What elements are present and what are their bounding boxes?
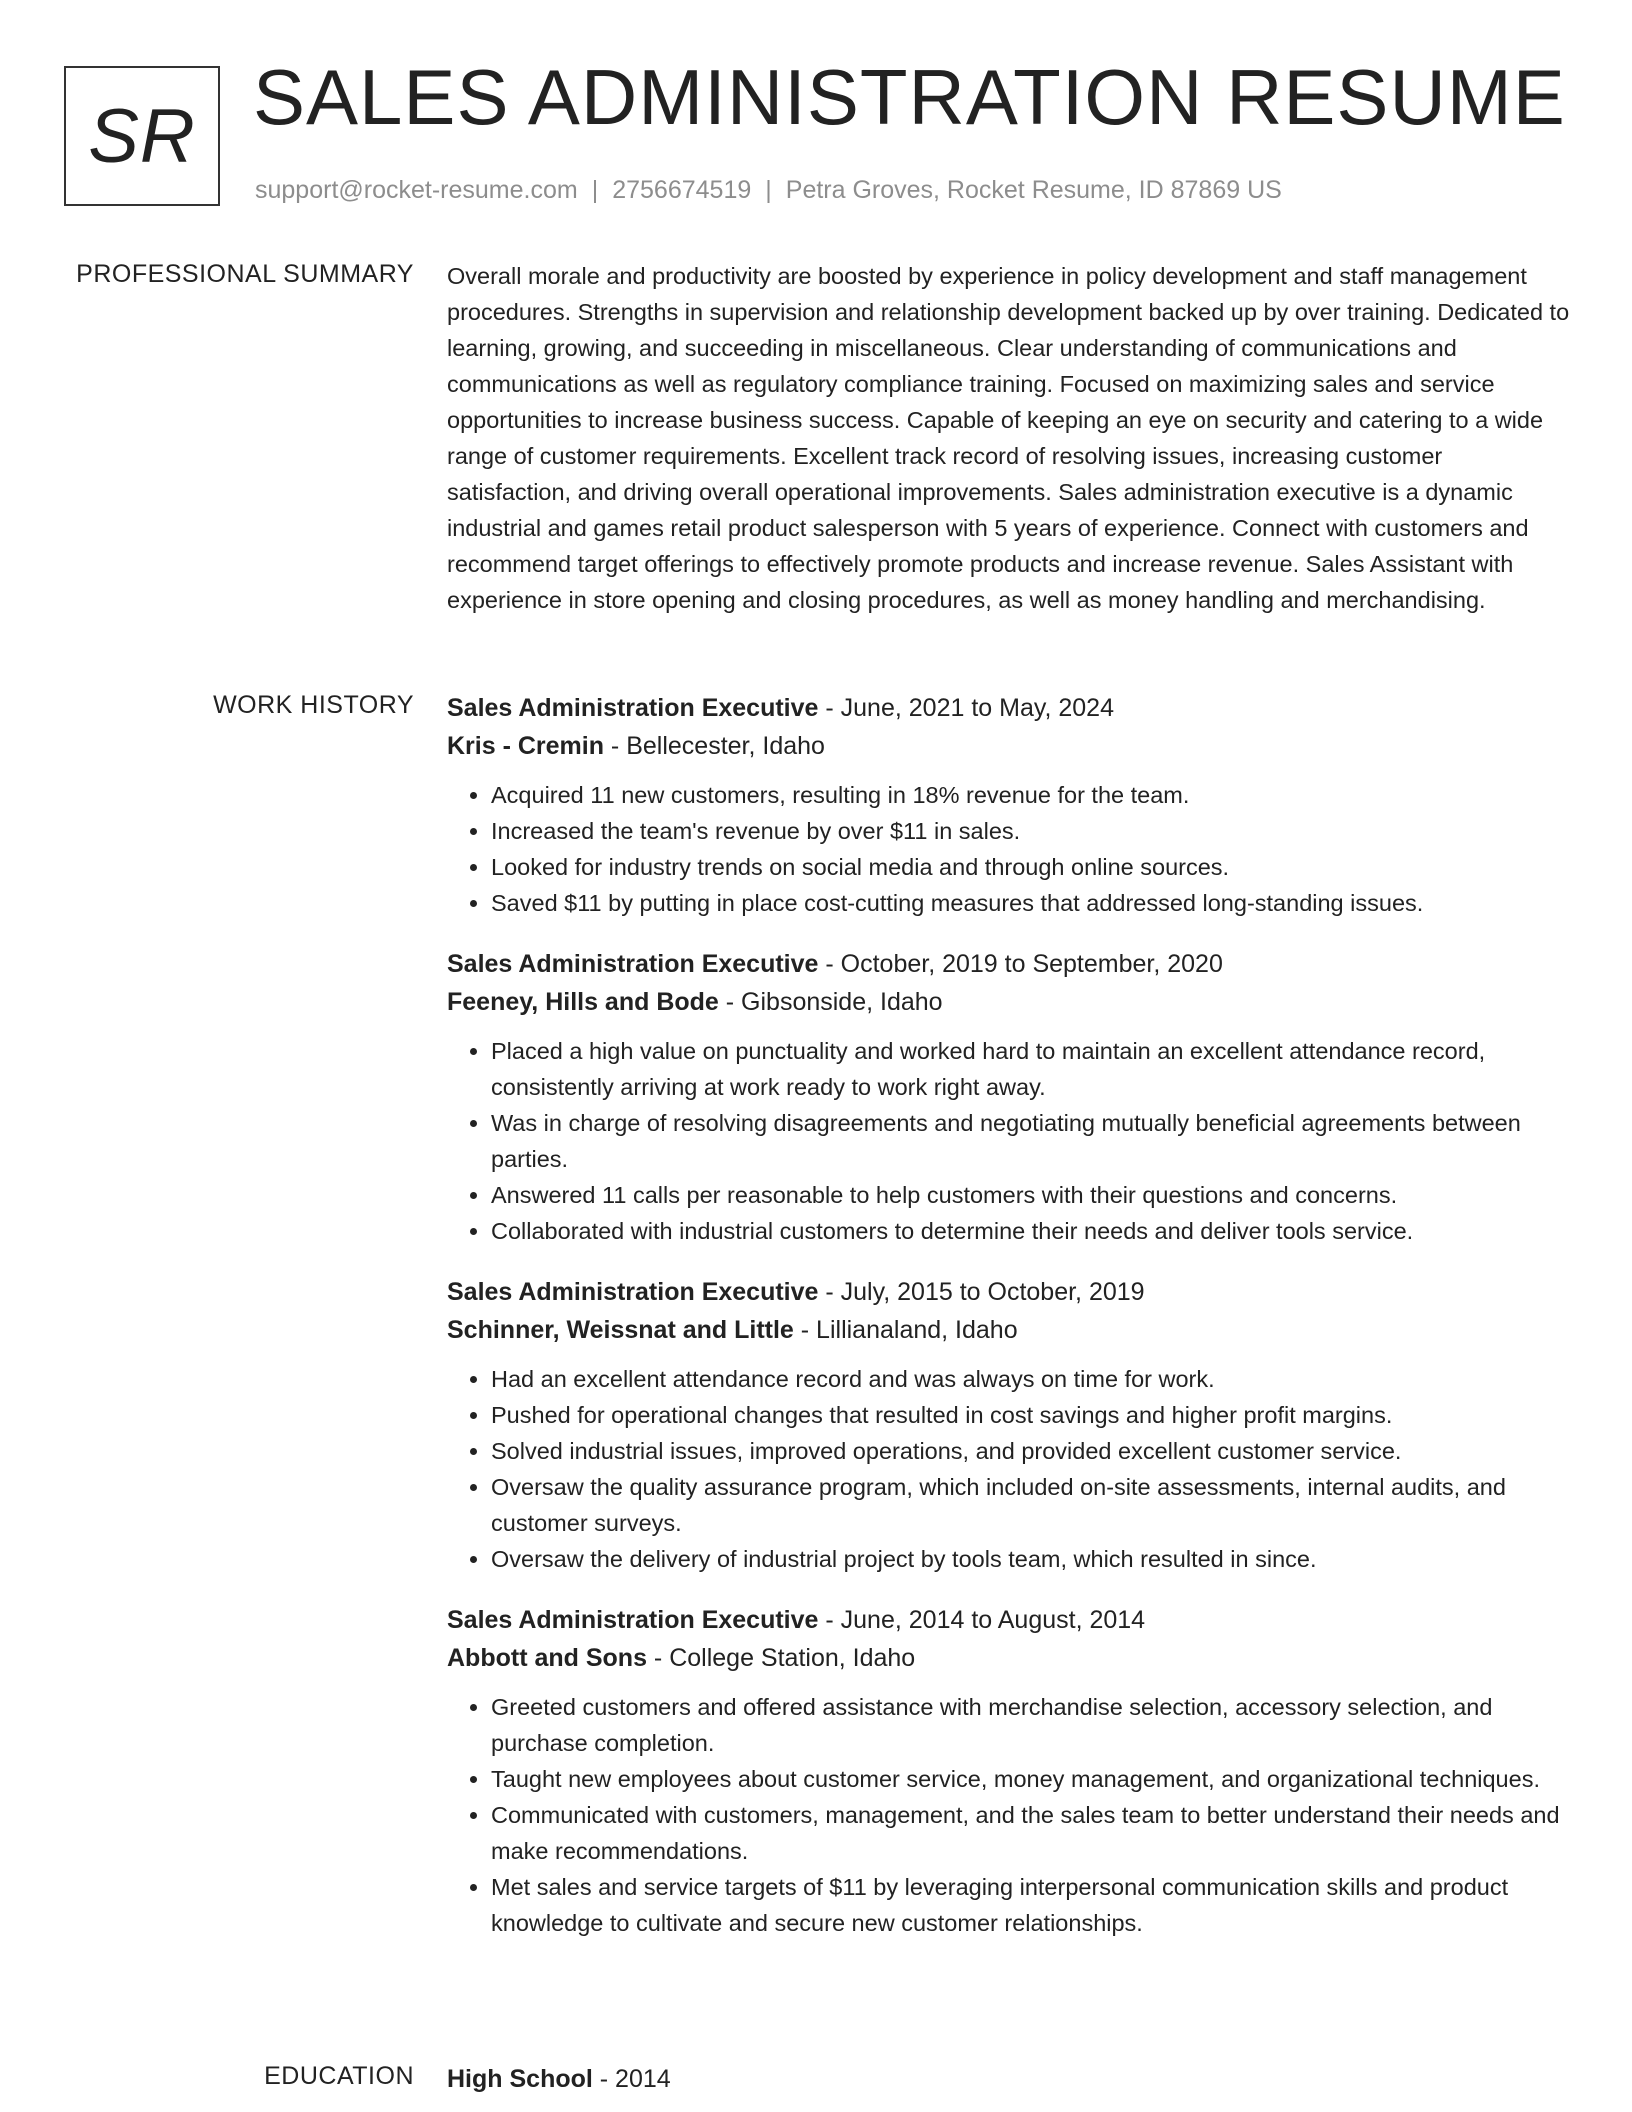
job-bullets xyxy=(447,777,1570,921)
job-entry xyxy=(447,689,1570,921)
education-degree-line xyxy=(447,2060,1570,2098)
job-title-line xyxy=(447,689,1570,727)
job-bullet: • Met sales and service targets of $11 by leveraging interpersonal communication skills and product knowledge to cultivate and secure new customer relationships. xyxy=(491,1869,1570,1941)
job-bullets xyxy=(447,1361,1570,1577)
job-dates: - July, 2015 to October, 2019 xyxy=(818,1278,1145,1306)
job-bullet: • Pushed for operational changes that resulted in cost savings and higher profit margins. xyxy=(491,1397,1570,1433)
job-title: Sales Administration Executive xyxy=(447,950,819,978)
job-title-line xyxy=(447,1601,1570,1639)
summary-label: PROFESSIONAL SUMMARY xyxy=(76,260,414,288)
job-company: Abbott and Sons xyxy=(447,1644,647,1672)
job-company-line xyxy=(447,1639,1570,1677)
job-title: Sales Administration Executive xyxy=(447,1606,819,1634)
job-entry xyxy=(447,945,1570,1249)
job-company: Feeney, Hills and Bode xyxy=(447,988,719,1016)
job-bullet: • Increased the team's revenue by over $11 in sales. xyxy=(491,813,1570,849)
job-location: - Bellecester, Idaho xyxy=(603,732,825,760)
job-bullet: • Oversaw the quality assurance program, which included on-site assessments, internal audits, and customer surveys. xyxy=(491,1469,1570,1541)
education-label: EDUCATION xyxy=(264,2062,414,2090)
job-location: - Gibsonside, Idaho xyxy=(718,988,943,1016)
job-company: Schinner, Weissnat and Little xyxy=(447,1316,794,1344)
work-history-body xyxy=(447,689,1570,1965)
job-title-line xyxy=(447,1273,1570,1311)
contact-address: Petra Groves, Rocket Resume, ID 87869 US xyxy=(785,176,1282,204)
job-bullet: • Saved $11 by putting in place cost-cutting measures that addressed long-standing issues. xyxy=(491,885,1570,921)
summary-text: Overall morale and productivity are boosted by experience in policy development and staff management procedures. Strengths in supervision and relationship development backed up by over training. Dedicated to learning, growing, and succeeding in miscellaneous. Clear understanding of communications and communications as well as regulatory compliance training. Focused on maximizing sales and service opportunities to increase business success. Capable of keeping an eye on security and catering to a wide range of customer requirements. Excellent track record of resolving issues, increasing customer satisfaction, and driving overall operational improvements. Sales administration executive is a dynamic industrial and games retail product salesperson with 5 years of experience. Connect with customers and recommend target offerings to effectively promote products and increase revenue. Sales Assistant with experience in store opening and closing procedures, as well as money handling and merchandising. xyxy=(447,263,1570,613)
job-bullet: • Oversaw the delivery of industrial project by tools team, which resulted in since. xyxy=(491,1541,1570,1577)
job-bullets xyxy=(447,1033,1570,1249)
job-bullet: • Collaborated with industrial customers to determine their needs and deliver tools service. xyxy=(491,1213,1570,1249)
job-company-line xyxy=(447,1311,1570,1349)
job-dates: - June, 2021 to May, 2024 xyxy=(818,694,1114,722)
job-bullet: • Was in charge of resolving disagreements and negotiating mutually beneficial agreements between parties. xyxy=(491,1105,1570,1177)
job-dates: - October, 2019 to September, 2020 xyxy=(818,950,1223,978)
work-history-label: WORK HISTORY xyxy=(213,691,414,719)
job-bullet: • Placed a high value on punctuality and worked hard to maintain an excellent attendance record, consistently arriving at work ready to work right away. xyxy=(491,1033,1570,1105)
contact-line xyxy=(255,176,1282,205)
job-bullet: • Solved industrial issues, improved operations, and provided excellent customer service. xyxy=(491,1433,1570,1469)
job-bullet: • Communicated with customers, management, and the sales team to better understand their needs and make recommendations. xyxy=(491,1797,1570,1869)
job-title-line xyxy=(447,945,1570,983)
job-location: - College Station, Idaho xyxy=(646,1644,916,1672)
job-bullet: • Acquired 11 new customers, resulting in 18% revenue for the team. xyxy=(491,777,1570,813)
resume-title: SALES ADMINISTRATION RESUME xyxy=(253,53,1566,141)
job-bullets xyxy=(447,1689,1570,1941)
contact-email[interactable]: support@rocket-resume.com xyxy=(255,176,578,204)
job-title: Sales Administration Executive xyxy=(447,1278,819,1306)
job-entry xyxy=(447,1273,1570,1577)
education-year: - 2014 xyxy=(592,2065,671,2093)
job-company: Kris - Cremin xyxy=(447,732,604,760)
job-entry xyxy=(447,1601,1570,1941)
education-degree: High School xyxy=(447,2065,593,2093)
job-title: Sales Administration Executive xyxy=(447,694,819,722)
monogram-box xyxy=(64,66,220,206)
job-bullet: • Greeted customers and offered assistance with merchandise selection, accessory selection, and purchase completion. xyxy=(491,1689,1570,1761)
job-dates: - June, 2014 to August, 2014 xyxy=(818,1606,1146,1634)
job-bullet: • Answered 11 calls per reasonable to help customers with their questions and concerns. xyxy=(491,1177,1570,1213)
job-company-line xyxy=(447,983,1570,1021)
job-bullet: • Looked for industry trends on social media and through online sources. xyxy=(491,849,1570,885)
job-location: - Lillianaland, Idaho xyxy=(793,1316,1018,1344)
contact-separator: | xyxy=(591,176,599,204)
job-bullet: • Taught new employees about customer service, money management, and organizational techniques. xyxy=(491,1761,1570,1797)
job-bullet: • Had an excellent attendance record and was always on time for work. xyxy=(491,1361,1570,1397)
monogram-initials: SR xyxy=(88,93,196,179)
contact-phone[interactable]: 2756674519 xyxy=(612,176,752,204)
contact-separator: | xyxy=(765,176,772,204)
job-company-line xyxy=(447,727,1570,765)
summary-body xyxy=(447,258,1570,618)
education-body xyxy=(447,2060,1570,2098)
